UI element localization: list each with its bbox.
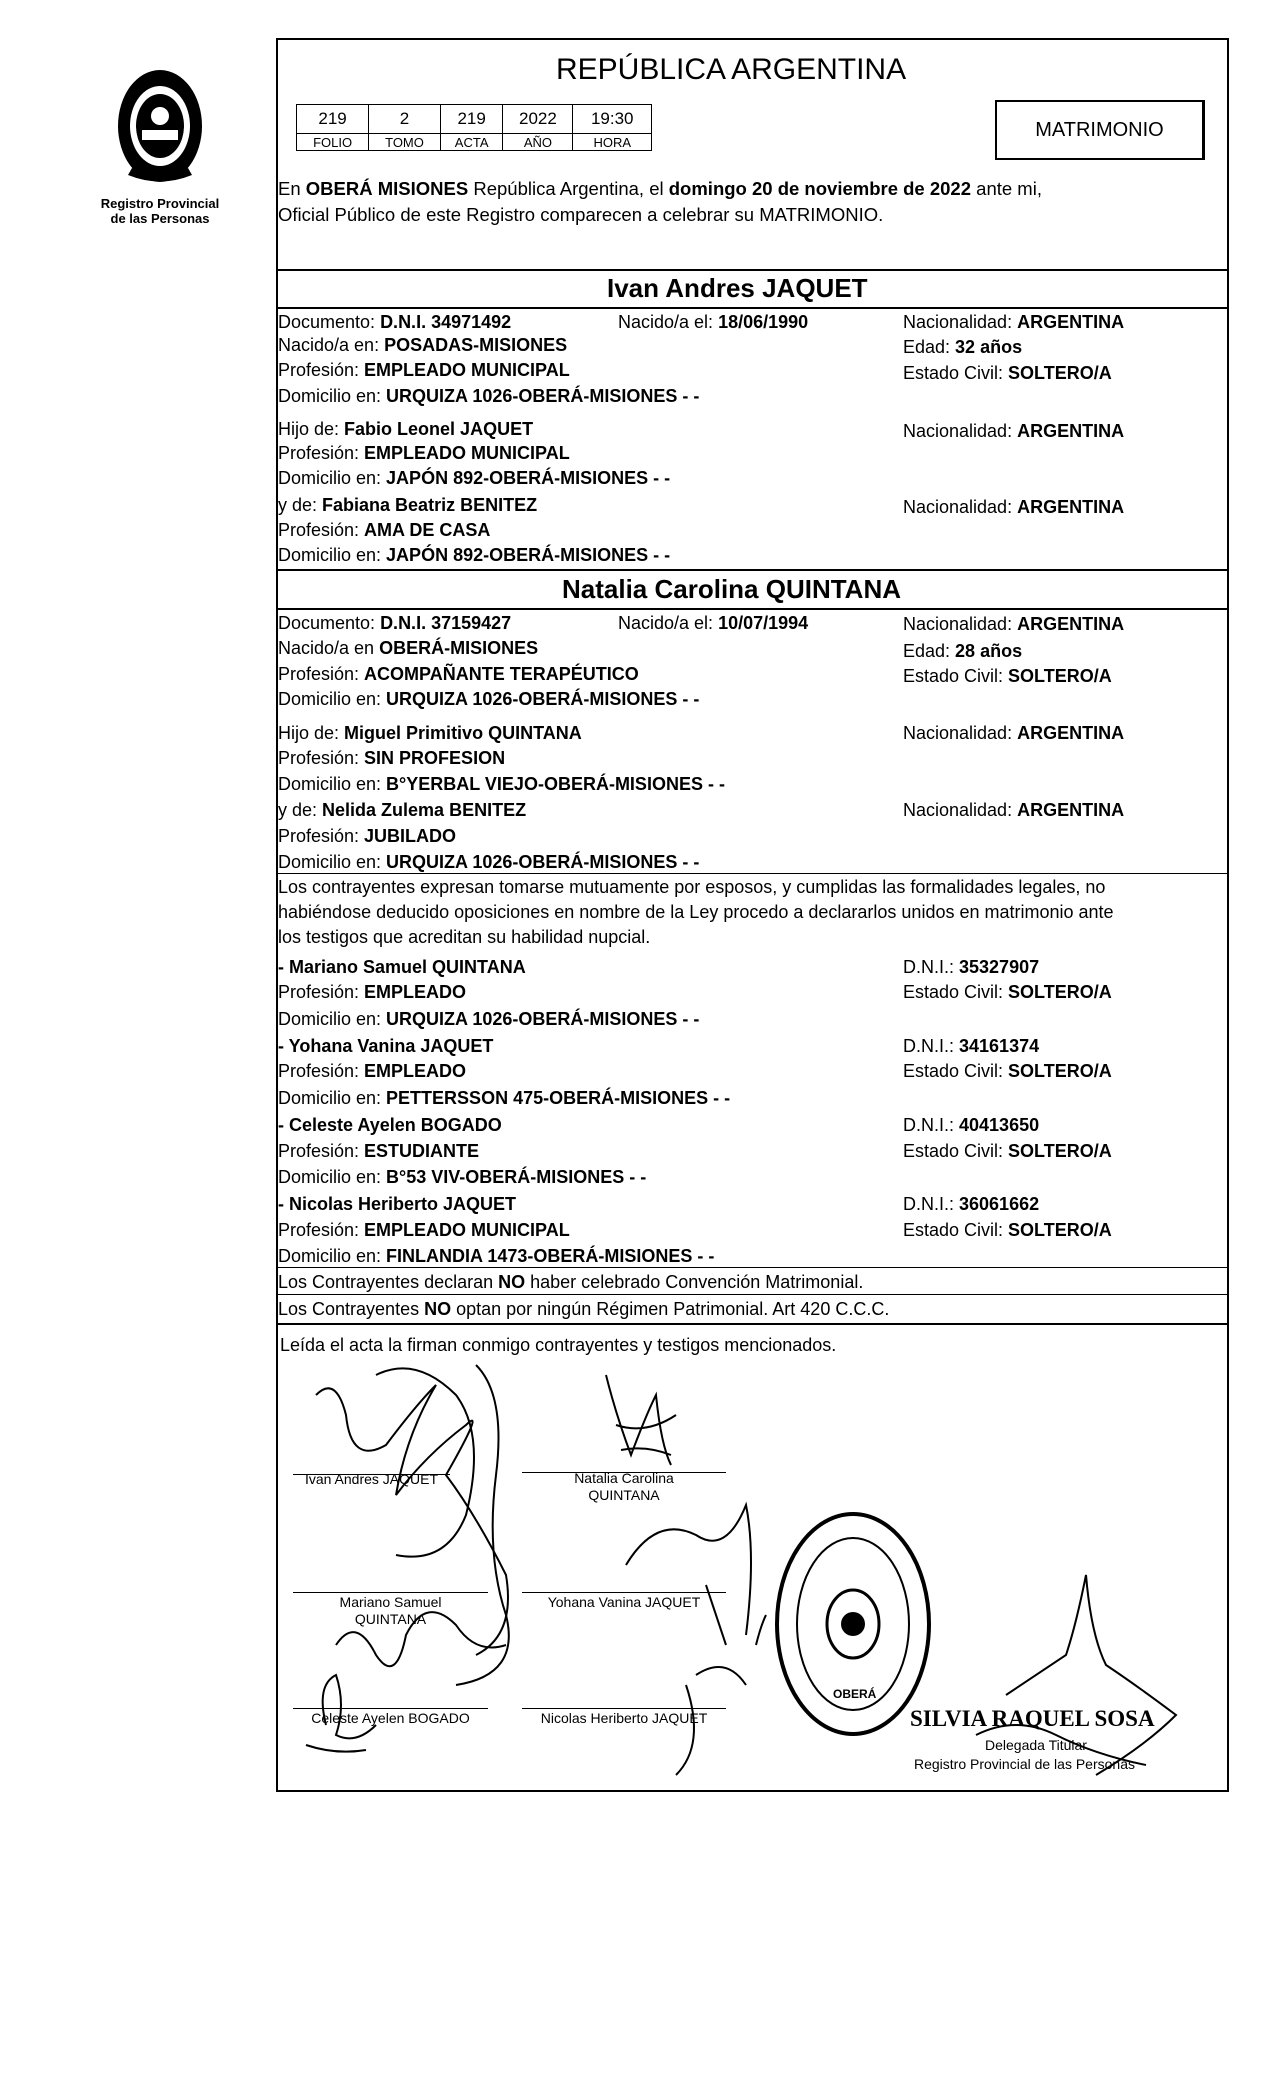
official-name: SILVIA RAQUEL SOSA [910,1706,1155,1731]
spouse2-civil-status: Estado Civil: SOLTERO/A [903,666,1112,686]
witness3-address: Domicilio en: B°53 VIV-OBERÁ-MISIONES - - [278,1167,647,1187]
spouse1-civil-status: Estado Civil: SOLTERO/A [903,363,1112,383]
spouse1-mother-nationality: Nacionalidad: ARGENTINA [903,497,1125,517]
anio-label: AÑO [503,134,573,151]
spouse2-father-profession: Profesión: SIN PROFESION [278,748,506,768]
stamp-bottom: OBERÁ [833,1687,877,1701]
sig1-name: Ivan Andres JAQUET [304,1471,439,1487]
official-title: Delegada Titular [985,1737,1087,1753]
regime-line1: Los Contrayentes declaran NO haber celebrado Convención Matrimonial. [278,1272,864,1292]
witness2-name: - Yohana Vanina JAQUET [278,1036,494,1056]
spouse2-birthdate: Nacido/a el: 10/07/1994 [618,613,809,633]
hora-label: HORA [573,134,652,151]
closing-text: Leída el acta la firman conmigo contrayentes y testigos mencionados. [280,1335,837,1355]
spouse1-nationality: Nacionalidad: ARGENTINA [903,312,1125,332]
act-type: MATRIMONIO [1035,118,1164,141]
frame-bottom [276,1790,1229,1792]
folio-label: FOLIO [297,134,369,151]
spouse2-father-nationality: Nacionalidad: ARGENTINA [903,723,1125,743]
province-logo [108,60,213,195]
spouse2-mother-address: Domicilio en: URQUIZA 1026-OBERÁ-MISIONES - - [278,852,700,872]
stamp-seal-icon [773,1508,933,1740]
sig3-line [293,1592,488,1593]
spouse2-birthplace: Nacido/a en OBERÁ-MISIONES [278,638,539,658]
logo-caption [85,196,235,226]
spouse1-profession: Profesión: EMPLEADO MUNICIPAL [278,360,570,380]
witness3-profession: Profesión: ESTUDIANTE [278,1141,480,1161]
spouse1-birthplace: Nacido/a en: POSADAS-MISIONES [278,335,568,355]
spouse2-mother-nationality: Nacionalidad: ARGENTINA [903,800,1125,820]
anio-value: 2022 [503,105,573,134]
spouse2-document: Documento: D.N.I. 37159427 [278,613,512,633]
witness1-civil-status: Estado Civil: SOLTERO/A [903,982,1112,1002]
folio-value: 219 [297,105,369,134]
logo-caption-line2: de las Personas [110,211,210,226]
logo-caption-line1: Registro Provincial [100,196,220,211]
spouse1-mother-profession: Profesión: AMA DE CASA [278,520,491,540]
spouse1-mother-address: Domicilio en: JAPÓN 892-OBERÁ-MISIONES - - [278,545,671,565]
tomo-label: TOMO [369,134,441,151]
witness4-name: - Nicolas Heriberto JAQUET [278,1194,517,1214]
witness2-dni: D.N.I.: 34161374 [903,1036,1040,1056]
witness4-address: Domicilio en: FINLANDIA 1473-OBERÁ-MISIONES - - [278,1246,715,1266]
sig5-name: Celeste Ayelen BOGADO [311,1710,470,1726]
spouse1-document: Documento: D.N.I. 34971492 [278,312,512,332]
spouse2-nationality: Nacionalidad: ARGENTINA [903,614,1125,634]
divider-closing [276,1323,1229,1325]
spouse2-mother: y de: Nelida Zulema BENITEZ [278,800,527,820]
spouse2-address: Domicilio en: URQUIZA 1026-OBERÁ-MISIONES - - [278,689,700,709]
witness1-address: Domicilio en: URQUIZA 1026-OBERÁ-MISIONES - - [278,1009,700,1029]
sig6-name: Nicolas Heriberto JAQUET [540,1710,708,1726]
witness3-dni: D.N.I.: 40413650 [903,1115,1040,1135]
spouse2-mother-profession: Profesión: JUBILADO [278,826,457,846]
intro-line1: En OBERÁ MISIONES República Argentina, el domingo 20 de noviembre de 2022 ante mi, [278,178,1042,199]
witness1-dni: D.N.I.: 35327907 [903,957,1040,977]
official-stamp [773,1508,933,1740]
spouse2-age: Edad: 28 años [903,641,1023,661]
witness4-dni: D.N.I.: 36061662 [903,1194,1040,1214]
spouse2-profession: Profesión: ACOMPAÑANTE TERAPÉUTICO [278,664,639,684]
witness3-name: - Celeste Ayelen BOGADO [278,1115,502,1135]
frame-right [1227,38,1229,1791]
acta-label: ACTA [440,134,503,151]
spouse1-mother: y de: Fabiana Beatriz BENITEZ [278,495,538,515]
spouse2-name: Natalia Carolina QUINTANA [562,574,902,604]
witness1-profession: Profesión: EMPLEADO [278,982,467,1002]
declaration-line2: habiéndose deducido oposiciones en nombre de la Ley procedo a declararlos unidos en matrimonio ante [278,902,1114,922]
spouse2-father-address: Domicilio en: B°YERBAL VIEJO-OBERÁ-MISIONES - - [278,774,725,794]
country-title: REPÚBLICA ARGENTINA [556,53,907,86]
acta-value: 219 [440,105,503,134]
spouse1-address: Domicilio en: URQUIZA 1026-OBERÁ-MISIONES - - [278,386,700,406]
spouse1-father-profession: Profesión: EMPLEADO MUNICIPAL [278,443,570,463]
frame-top [276,38,1229,40]
divider-regime [276,1267,1229,1268]
witness4-civil-status: Estado Civil: SOLTERO/A [903,1220,1112,1240]
witness2-civil-status: Estado Civil: SOLTERO/A [903,1061,1112,1081]
spouse1-father: Hijo de: Fabio Leonel JAQUET [278,419,534,439]
witness1-name: - Mariano Samuel QUINTANA [278,957,526,977]
sig2-name: Natalia Carolina QUINTANA [574,1470,674,1503]
witness2-address: Domicilio en: PETTERSSON 475-OBERÁ-MISIONES - - [278,1088,731,1108]
sig6-line [522,1708,726,1709]
registry-table [296,104,652,151]
witness3-civil-status: Estado Civil: SOLTERO/A [903,1141,1112,1161]
spouse1-birthdate: Nacido/a el: 18/06/1990 [618,312,809,332]
divider-regime2 [276,1294,1229,1295]
spouse1-age: Edad: 32 años [903,337,1023,357]
declaration-line3: los testigos que acreditan su habilidad nupcial. [278,927,651,947]
divider-declaration [276,873,1229,874]
spouse2-father: Hijo de: Miguel Primitivo QUINTANA [278,723,582,743]
declaration-line1: Los contrayentes expresan tomarse mutuamente por esposos, y cumplidas las formalidades legales, no [278,877,1106,897]
spouse1-father-nationality: Nacionalidad: ARGENTINA [903,421,1125,441]
sig4-name: Yohana Vanina JAQUET [547,1594,701,1610]
sig5-line [293,1708,488,1709]
sig3-name: Mariano Samuel QUINTANA [339,1594,442,1627]
spouse1-name: Ivan Andres JAQUET [607,273,868,303]
official-office: Registro Provincial de las Personas [914,1756,1135,1772]
divider-intro [276,269,1229,271]
spouse1-father-address: Domicilio en: JAPÓN 892-OBERÁ-MISIONES - - [278,468,671,488]
province-seal-icon [108,60,213,195]
divider-spouse1 [276,307,1229,309]
divider-spouse2-top [276,569,1229,571]
divider-spouse2 [276,608,1229,610]
act-type-box [995,100,1205,160]
regime-line2: Los Contrayentes NO optan por ningún Régimen Patrimonial. Art 420 C.C.C. [278,1299,890,1319]
tomo-value: 2 [369,105,441,134]
hora-value: 19:30 [573,105,652,134]
sig4-line [522,1592,726,1593]
witness2-profession: Profesión: EMPLEADO [278,1061,467,1081]
witness4-profession: Profesión: EMPLEADO MUNICIPAL [278,1220,570,1240]
intro-line2: Oficial Público de este Registro comparecen a celebrar su MATRIMONIO. [278,204,884,225]
